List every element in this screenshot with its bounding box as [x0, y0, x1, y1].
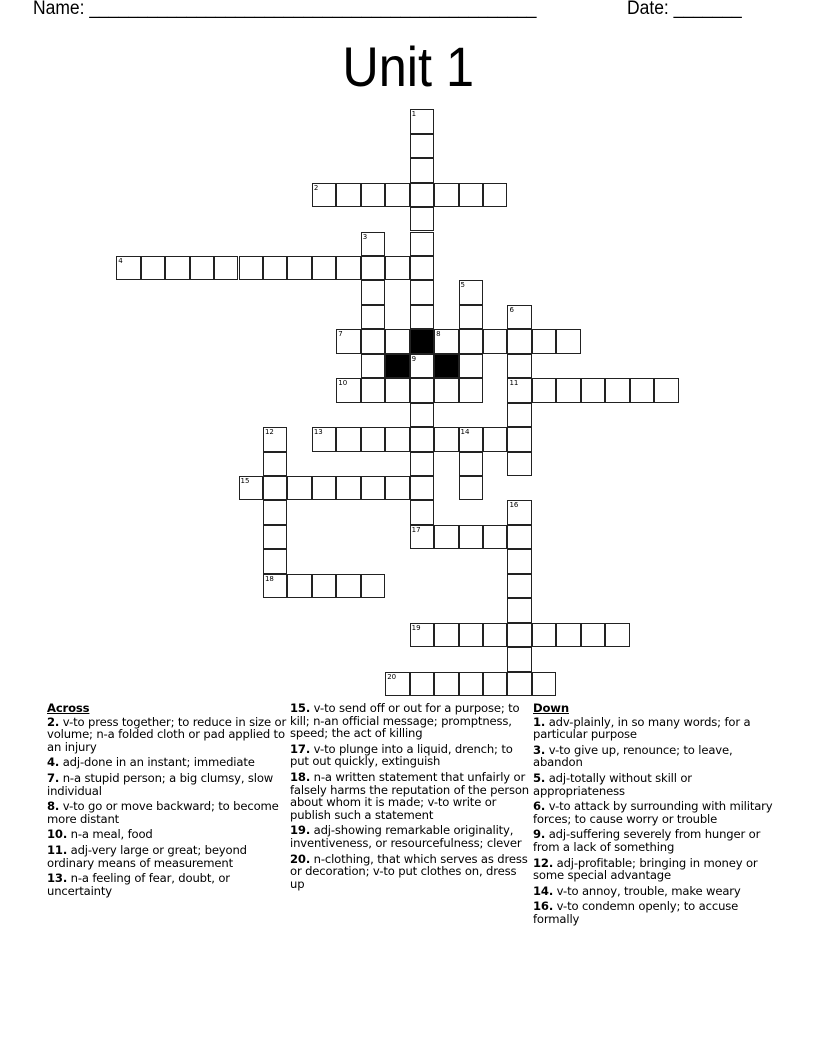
clue-number: 16 [509, 501, 519, 510]
clue-number: 20 [387, 672, 397, 681]
grid-cell[interactable] [410, 672, 434, 696]
date-field-label: Date: _______ [627, 0, 742, 19]
across-clue [290, 771, 530, 821]
grid-cell[interactable] [287, 476, 311, 500]
clue-number: 13 [313, 428, 323, 437]
clue-num: 18. [290, 769, 311, 784]
grid-cell[interactable] [434, 427, 458, 451]
across-clue [290, 853, 530, 891]
grid-cell[interactable] [459, 280, 483, 304]
grid-cell[interactable] [410, 354, 434, 378]
clue-number: 17 [411, 525, 421, 534]
grid-cell[interactable] [385, 427, 409, 451]
down-clue [533, 716, 773, 741]
clue-number: 15 [240, 477, 250, 485]
grid-cell[interactable] [532, 623, 556, 647]
grid-cell[interactable] [312, 183, 336, 207]
grid-cell[interactable] [556, 378, 580, 402]
grid-cell[interactable] [263, 500, 287, 524]
grid-cell[interactable] [312, 256, 336, 280]
grid-cell[interactable] [410, 280, 434, 304]
grid-cell[interactable] [385, 329, 409, 353]
grid-cell[interactable] [483, 329, 507, 353]
grid-cell[interactable] [459, 672, 483, 696]
grid-cell[interactable] [410, 183, 434, 207]
clue-text: adj-profitable; bringing in money or some special advantage [533, 855, 758, 883]
grid-cell[interactable] [556, 623, 580, 647]
grid-cell[interactable] [263, 549, 287, 573]
clue-number: 2 [313, 183, 319, 192]
grid-cell[interactable] [507, 378, 531, 402]
down-heading: Down [533, 701, 569, 715]
grid-cell[interactable] [459, 354, 483, 378]
clue-num: 15. [290, 701, 311, 715]
grid-cell[interactable] [410, 525, 434, 549]
across-clue [47, 844, 287, 869]
clue-num: 3. [533, 742, 546, 757]
across-clue [290, 743, 530, 768]
grid-cell[interactable] [385, 256, 409, 280]
grid-cell[interactable] [410, 256, 434, 280]
clue-num: 9. [533, 827, 546, 842]
clue-text: v-to annoy, trouble, make weary [556, 883, 741, 898]
grid-cell[interactable] [116, 256, 140, 280]
grid-cell[interactable] [410, 158, 434, 182]
clue-num: 10. [47, 827, 68, 842]
grid-cell[interactable] [190, 256, 214, 280]
grid-cell[interactable] [434, 623, 458, 647]
grid-cell[interactable] [532, 378, 556, 402]
clue-text: v-to press together; to reduce in size or volume; n-a folded cloth or pad applied to an injury [47, 714, 287, 754]
grid-cell[interactable] [385, 183, 409, 207]
grid-cell[interactable] [336, 476, 360, 500]
grid-cell[interactable] [507, 305, 531, 329]
clue-number: 5 [460, 281, 466, 290]
grid-cell[interactable] [410, 378, 434, 402]
clue-num: 8. [47, 799, 60, 814]
grid-cell[interactable] [581, 623, 605, 647]
clue-text: v-to condemn openly; to accuse formally [533, 899, 739, 926]
grid-cell[interactable] [336, 378, 360, 402]
grid-cell[interactable] [459, 329, 483, 353]
clue-number: 10 [338, 379, 348, 388]
clue-text: v-to go or move backward; to become more distant [47, 799, 279, 826]
grid-cell[interactable] [507, 549, 531, 573]
grid-cell[interactable] [459, 305, 483, 329]
clues-column-1 [47, 702, 287, 900]
grid-cell[interactable] [312, 476, 336, 500]
grid-cell[interactable] [336, 574, 360, 598]
grid-cell[interactable] [459, 525, 483, 549]
clue-num: 14. [533, 883, 554, 898]
grid-cell[interactable] [361, 427, 385, 451]
clue-num: 12. [533, 855, 554, 870]
clue-text: n-clothing, that which serves as dress or decoration; v-to put clothes on, dress up [290, 851, 528, 891]
grid-cell[interactable] [434, 672, 458, 696]
grid-cell[interactable] [507, 647, 531, 671]
grid-cell[interactable] [410, 403, 434, 427]
grid-cell[interactable] [459, 427, 483, 451]
grid-cell[interactable] [507, 574, 531, 598]
clue-text: n-a written statement that unfairly or falsely harms the reputation of the person about whom it is made; v-to write or publish such a statement [290, 769, 530, 822]
grid-cell[interactable] [312, 427, 336, 451]
grid-cell[interactable] [336, 183, 360, 207]
grid-cell[interactable] [410, 305, 434, 329]
clue-num: 17. [290, 741, 311, 756]
clue-text: adj-very large or great; beyond ordinary means of measurement [47, 842, 247, 870]
grid-cell[interactable] [532, 672, 556, 696]
clue-text: n-a meal, food [70, 827, 153, 842]
grid-cell[interactable] [165, 256, 189, 280]
grid-cell[interactable] [263, 427, 287, 451]
grid-cell[interactable] [434, 525, 458, 549]
grid-cell[interactable] [410, 500, 434, 524]
grid-cell[interactable] [483, 623, 507, 647]
grid-cell[interactable] [459, 378, 483, 402]
clues-column-3 [533, 702, 773, 929]
grid-cell[interactable] [507, 598, 531, 622]
across-clue [47, 756, 287, 769]
clue-number: 12 [264, 428, 274, 437]
grid-cell[interactable] [239, 256, 263, 280]
grid-cell[interactable] [263, 574, 287, 598]
across-clue [47, 828, 287, 841]
grid-cell[interactable] [361, 280, 385, 304]
grid-cell[interactable] [410, 232, 434, 256]
across-clue [47, 716, 287, 754]
grid-cell[interactable] [605, 378, 629, 402]
clue-text: n-a stupid person; a big clumsy, slow individual [47, 770, 274, 798]
clue-number: 18 [264, 574, 274, 583]
page-title-text: Unit 1 [342, 35, 474, 98]
grid-cell[interactable] [410, 134, 434, 158]
grid-cell[interactable] [507, 354, 531, 378]
clue-num: 2. [47, 714, 60, 729]
clue-num: 5. [533, 770, 546, 785]
name-field-label: Name: ______________________________________________ [33, 0, 537, 19]
grid-cell[interactable] [459, 452, 483, 476]
clue-text: v-to attack by surrounding with military forces; to cause worry or trouble [533, 799, 773, 826]
grid-cell[interactable] [410, 207, 434, 231]
clue-number: 14 [460, 428, 470, 437]
grid-cell[interactable] [361, 354, 385, 378]
clue-text: v-to give up, renounce; to leave, abandon [533, 742, 733, 770]
down-clue [533, 900, 773, 925]
grid-cell[interactable] [410, 623, 434, 647]
grid-cell[interactable] [459, 476, 483, 500]
clues-column-2 [290, 702, 530, 893]
down-clue [533, 857, 773, 882]
across-clue [47, 800, 287, 825]
clue-num: 11. [47, 842, 68, 857]
clue-number: 4 [118, 256, 123, 265]
grid-cell[interactable] [459, 623, 483, 647]
grid-cell[interactable] [483, 427, 507, 451]
clue-num: 4. [47, 755, 60, 770]
clue-num: 16. [533, 899, 554, 914]
clue-number: 9 [411, 354, 417, 363]
grid-cell[interactable] [263, 256, 287, 280]
grid-cell[interactable] [556, 329, 580, 353]
clue-number: 7 [338, 330, 343, 339]
grid-cell[interactable] [483, 525, 507, 549]
clue-text: adv-plainly, in so many words; for a particular purpose [533, 714, 751, 742]
grid-cell[interactable] [361, 232, 385, 256]
grid-block [410, 329, 434, 353]
grid-cell[interactable] [483, 183, 507, 207]
grid-cell[interactable] [507, 525, 531, 549]
grid-cell[interactable] [605, 623, 629, 647]
grid-cell[interactable] [336, 256, 360, 280]
grid-cell[interactable] [263, 525, 287, 549]
grid-cell[interactable] [410, 476, 434, 500]
grid-cell[interactable] [287, 256, 311, 280]
grid-cell[interactable] [507, 672, 531, 696]
clue-num: 7. [47, 770, 60, 785]
grid-cell[interactable] [214, 256, 238, 280]
grid-cell[interactable] [410, 452, 434, 476]
clue-text: adj-showing remarkable originality, inventiveness, or resourcefulness; clever [290, 823, 522, 850]
across-clue [290, 824, 530, 849]
grid-cell[interactable] [507, 403, 531, 427]
grid-cell[interactable] [385, 672, 409, 696]
grid-cell[interactable] [654, 378, 678, 402]
down-clue [533, 800, 773, 825]
clue-text: v-to plunge into a liquid, drench; to put out quickly, extinguish [290, 741, 513, 769]
across-clue [290, 702, 530, 740]
clue-number: 8 [436, 330, 441, 339]
clue-number: 11 [509, 379, 519, 388]
grid-cell[interactable] [630, 378, 654, 402]
grid-cell[interactable] [385, 378, 409, 402]
grid-cell[interactable] [410, 427, 434, 451]
clue-text: n-a feeling of fear, doubt, or uncertainty [47, 871, 230, 898]
grid-cell[interactable] [361, 574, 385, 598]
clue-num: 20. [290, 851, 311, 866]
grid-cell[interactable] [385, 476, 409, 500]
clue-num: 1. [533, 714, 546, 729]
down-clue [533, 744, 773, 769]
grid-cell[interactable] [263, 452, 287, 476]
grid-cell[interactable] [287, 574, 311, 598]
across-clue [47, 872, 287, 897]
grid-cell[interactable] [483, 672, 507, 696]
grid-cell[interactable] [239, 476, 263, 500]
clue-text: adj-suffering severely from hunger or from a lack of something [533, 827, 761, 854]
clue-number: 6 [509, 305, 514, 314]
clue-number: 3 [362, 232, 368, 241]
grid-block [434, 354, 458, 378]
down-clue [533, 828, 773, 853]
across-heading: Across [47, 701, 90, 715]
grid-cell[interactable] [361, 305, 385, 329]
clue-text: v-to send off or out for a purpose; to kill; n-an official message; promptness, speed; the act of killing [290, 701, 520, 741]
grid-cell[interactable] [581, 378, 605, 402]
grid-cell[interactable] [361, 378, 385, 402]
down-clue [533, 885, 773, 898]
grid-cell[interactable] [263, 476, 287, 500]
grid-cell[interactable] [361, 329, 385, 353]
clue-number: 1 [411, 110, 417, 119]
grid-cell[interactable] [312, 574, 336, 598]
grid-block [385, 354, 409, 378]
grid-cell[interactable] [434, 329, 458, 353]
grid-cell[interactable] [507, 500, 531, 524]
grid-cell[interactable] [507, 329, 531, 353]
clue-num: 13. [47, 871, 68, 886]
clue-number: 19 [411, 623, 421, 632]
grid-cell[interactable] [507, 427, 531, 451]
grid-cell[interactable] [336, 427, 360, 451]
grid-cell[interactable] [361, 256, 385, 280]
across-clue [47, 772, 287, 797]
clue-text: adj-totally without skill or appropriateness [533, 770, 692, 798]
down-clue [533, 772, 773, 797]
grid-cell[interactable] [361, 476, 385, 500]
grid-cell[interactable] [434, 378, 458, 402]
clue-num: 19. [290, 823, 311, 838]
grid-cell[interactable] [532, 329, 556, 353]
grid-cell[interactable] [410, 109, 434, 133]
clue-num: 6. [533, 799, 546, 814]
grid-cell[interactable] [336, 329, 360, 353]
grid-cell[interactable] [434, 183, 458, 207]
grid-cell[interactable] [507, 623, 531, 647]
grid-cell[interactable] [141, 256, 165, 280]
grid-cell[interactable] [361, 183, 385, 207]
clue-text: adj-done in an instant; immediate [62, 755, 255, 770]
grid-cell[interactable] [507, 452, 531, 476]
grid-cell[interactable] [459, 183, 483, 207]
